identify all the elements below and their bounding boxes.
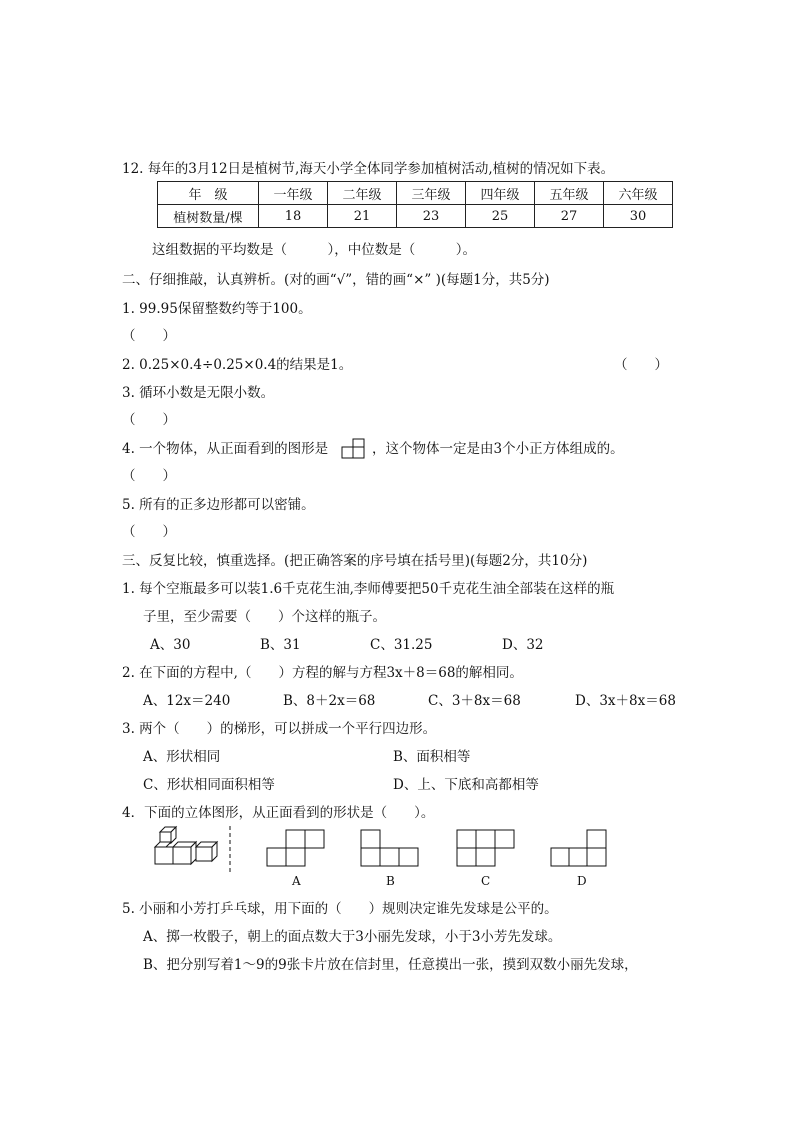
table-row <box>158 182 673 205</box>
option-d[interactable]: D、上、下底和高都相等 <box>393 777 539 793</box>
table-cell: 27 <box>535 205 604 228</box>
option-a-view <box>267 830 324 866</box>
table-header-cell: 四年级 <box>466 182 535 205</box>
judge-item-2: 2. 0.25×0.4÷0.25×0.4的结果是1。 <box>122 357 353 373</box>
table-row-label: 植树数量/棵 <box>158 205 259 228</box>
option-c[interactable]: C、3＋8x＝68 <box>428 693 521 709</box>
table-header-cell: 二年级 <box>328 182 397 205</box>
choice-q1-line2: 子里，至少需要（ ）个这样的瓶子。 <box>143 609 386 625</box>
choice-q5-line1: 5. 小丽和小芳打乒乓球，用下面的（ ）规则决定谁先发球是公平的。 <box>122 901 558 917</box>
judge-item-3: 3. 循环小数是无限小数。 <box>122 385 275 401</box>
option-a[interactable]: A、掷一枚骰子，朝上的面点数大于3小丽先发球，小于3小芳先发球。 <box>143 929 562 945</box>
answer-paren[interactable]: （ ） <box>122 412 176 428</box>
option-b[interactable]: B、把分别写着1～9的9张卡片放在信封里，任意摸出一张，摸到双数小丽先发球， <box>143 957 638 973</box>
table-header-cell: 一年级 <box>259 182 328 205</box>
judge-item-4-a: 4. 一个物体，从正面看到的图形是 <box>122 441 329 457</box>
table-cell: 18 <box>259 205 328 228</box>
answer-paren[interactable]: （ ） <box>614 357 668 373</box>
figure-label-d[interactable]: D <box>577 874 587 888</box>
option-a[interactable]: A、12x＝240 <box>143 693 231 709</box>
choice-q2-line1: 2. 在下面的方程中,（ ）方程的解与方程3x＋8＝68的解相同。 <box>122 665 523 681</box>
table-header-cell: 年 级 <box>158 182 259 205</box>
option-b[interactable]: B、8＋2x＝68 <box>283 693 376 709</box>
two-squares-front-view-icon <box>341 438 365 460</box>
cube-stack-figure <box>155 827 217 864</box>
choice-q3-line1: 3. 两个（ ）的梯形，可以拼成一个平行四边形。 <box>122 721 437 737</box>
table-cell: 25 <box>466 205 535 228</box>
judge-item-5: 5. 所有的正多边形都可以密铺。 <box>122 497 315 513</box>
section-2-title: 二、仔细推敲，认真辨析。(对的画“√”，错的画“×” )(每题1分，共5分) <box>122 272 550 288</box>
option-b[interactable]: B、31 <box>260 637 301 653</box>
option-d-view <box>551 830 606 866</box>
table-cell: 23 <box>397 205 466 228</box>
answer-paren[interactable]: （ ） <box>122 468 176 484</box>
option-c[interactable]: C、形状相同面积相等 <box>143 777 275 793</box>
option-b[interactable]: B、面积相等 <box>393 749 471 765</box>
tree-planting-table <box>157 181 673 228</box>
question-12-text: 12. 每年的3月12日是植树节,海天小学全体同学参加植树活动,植树的情况如下表。 <box>122 161 615 177</box>
answer-paren[interactable]: （ ） <box>122 328 176 344</box>
option-c[interactable]: C、31.25 <box>370 637 433 653</box>
option-c-view <box>457 830 514 866</box>
table-row <box>158 205 673 228</box>
option-a[interactable]: A、形状相同 <box>143 749 221 765</box>
question-12-sub: 这组数据的平均数是（ ），中位数是（ ）。 <box>152 242 476 258</box>
table-header-cell: 三年级 <box>397 182 466 205</box>
choice-q4-line1: 4．下面的立体图形，从正面看到的形状是（ ）。 <box>122 805 435 821</box>
section-3-title: 三、反复比较，慎重选择。(把正确答案的序号填在括号里)(每题2分，共10分) <box>122 553 588 569</box>
judge-item-1: 1. 99.95保留整数约等于100。 <box>122 301 312 317</box>
table-cell: 30 <box>604 205 673 228</box>
table-cell: 21 <box>328 205 397 228</box>
table-header-cell: 六年级 <box>604 182 673 205</box>
figure-label-a[interactable]: A <box>292 874 301 888</box>
option-d[interactable]: D、3x＋8x＝68 <box>575 693 676 709</box>
figure-label-b[interactable]: B <box>386 874 395 888</box>
choice-q1-line1: 1. 每个空瓶最多可以装1.6千克花生油,李师傅要把50千克花生油全部装在这样的瓶 <box>122 581 615 597</box>
option-d[interactable]: D、32 <box>502 637 544 653</box>
option-b-view <box>361 830 418 866</box>
judge-item-4-b: ，这个物体一定是由3个小正方体组成的。 <box>372 441 624 457</box>
answer-paren[interactable]: （ ） <box>122 524 176 540</box>
solid-figures <box>0 824 794 872</box>
option-a[interactable]: A、30 <box>150 637 191 653</box>
figure-label-c[interactable]: C <box>481 874 491 888</box>
table-header-cell: 五年级 <box>535 182 604 205</box>
